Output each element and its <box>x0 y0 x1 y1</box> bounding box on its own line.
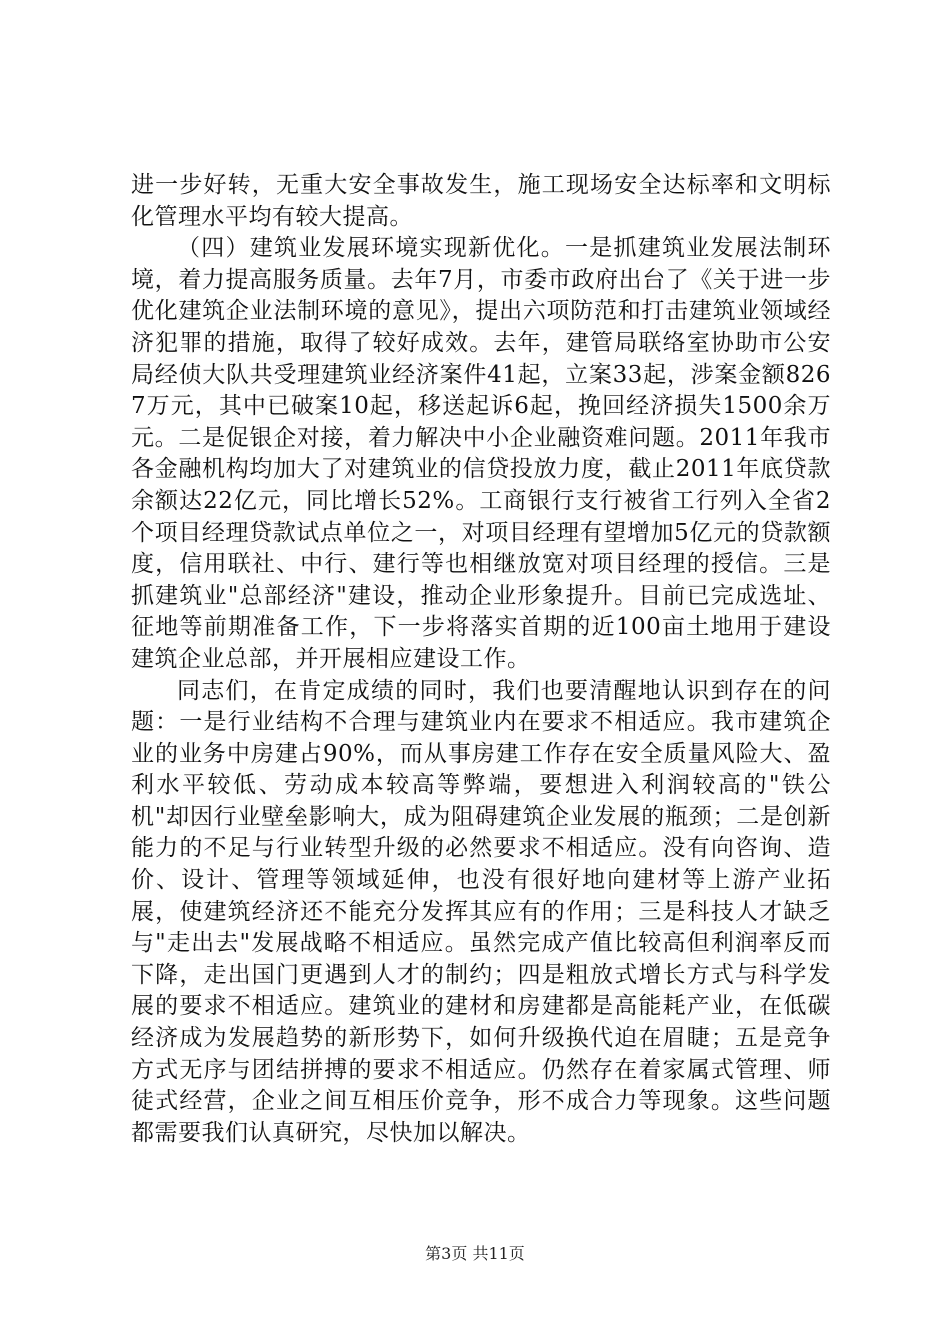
paragraph-problems: 同志们，在肯定成绩的同时，我们也要清醒地认识到存在的问题：一是行业结构不合理与建筑业内在要求不相适应。我市建筑企业的业务中房建占90%，而从事房建工作存在安全质量风险大、盈利水平较低、劳动成本较高等弊端，要想进入利润较高的"铁公机"却因行业壁垒影响大，成为阻碍建筑企业发展的瓶颈；二是创新能力的不足与行业转型升级的必然要求不相适应。没有向咨询、造价、设计、管理等领域延伸，也没有很好地向建材等上游产业拓展，使建筑经济还不能充分发挥其应有的作用；三是科技人才缺乏与"走出去"发展战略不相适应。虽然完成产值比较高但利润率反而下降，走出国门更遇到人才的制约；四是粗放式增长方式与科学发展的要求不相适应。建筑业的建材和房建都是高能耗产业，在低碳经济成为发展趋势的新形势下，如何升级换代迫在眉睫；五是竞争方式无序与团结拼搏的要求不相适应。仍然存在着家属式管理、师徒式经营，企业之间互相压价竞争，形不成合力等现象。这些问题都需要我们认真研究，尽快加以解决。 <box>131 677 831 1146</box>
document-body <box>131 170 831 1149</box>
paragraph-section-four: （四）建筑业发展环境实现新优化。一是抓建筑业发展法制环境，着力提高服务质量。去年7月，市委市政府出台了《关于进一步优化建筑企业法制环境的意见》，提出六项防范和打击建筑业领域经济犯罪的措施，取得了较好成效。去年，建管局联络室协助市公安局经侦大队共受理建筑业经济案件41起，立案33起，涉案金额8267万元，其中已破案10起，移送起诉6起，挽回经济损失1500余万元。二是促银企对接，着力解决中小企业融资难问题。2011年我市各金融机构均加大了对建筑业的信贷投放力度，截止2011年底贷款余额达22亿元，同比增长52%。工商银行支行被省工行列入全省2个项目经理贷款试点单位之一，对项目经理有望增加5亿元的贷款额度，信用联社、中行、建行等也相继放宽对项目经理的授信。三是抓建筑业"总部经济"建设，推动企业形象提升。目前已完成选址、征地等前期准备工作，下一步将落实首期的近100亩土地用于建设建筑企业总部，并开展相应建设工作。 <box>131 235 831 672</box>
page-number-footer: 第3页 共11页 <box>425 1244 525 1263</box>
paragraph-continuation: 进一步好转，无重大安全事故发生，施工现场安全达标率和文明标化管理水平均有较大提高。 <box>131 172 831 230</box>
